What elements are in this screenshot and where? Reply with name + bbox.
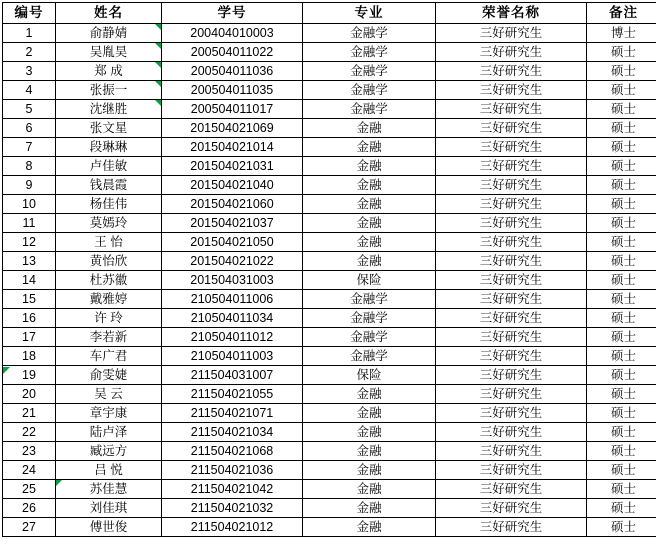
cell-index[interactable]: 26 bbox=[3, 499, 56, 518]
cell-name[interactable]: 卢佳敏 bbox=[56, 157, 162, 176]
cell-index[interactable]: 7 bbox=[3, 138, 56, 157]
cell-index[interactable]: 10 bbox=[3, 195, 56, 214]
header-cell-student-id: 学号 bbox=[162, 3, 303, 24]
table-row bbox=[3, 176, 656, 195]
cell-honor[interactable]: 三好研究生 bbox=[436, 157, 587, 176]
cell-student-id[interactable]: 201504021069 bbox=[162, 119, 303, 138]
cell-student-id[interactable]: 211504021071 bbox=[162, 404, 303, 423]
cell-index[interactable]: 25 bbox=[3, 480, 56, 499]
table-row bbox=[3, 119, 656, 138]
table-row bbox=[3, 328, 656, 347]
honors-table bbox=[2, 2, 656, 537]
cell-name[interactable]: 苏佳慧 bbox=[56, 480, 162, 499]
table-row bbox=[3, 138, 656, 157]
cell-index[interactable]: 11 bbox=[3, 214, 56, 233]
cell-major[interactable]: 金融 bbox=[303, 138, 436, 157]
cell-name[interactable]: 张振一 bbox=[56, 81, 162, 100]
cell-name[interactable]: 段琳琳 bbox=[56, 138, 162, 157]
header-row bbox=[3, 3, 656, 24]
cell-note[interactable]: 博士 bbox=[587, 24, 656, 43]
cell-name[interactable]: 张文星 bbox=[56, 119, 162, 138]
cell-name[interactable]: 吴 云 bbox=[56, 385, 162, 404]
cell-index[interactable]: 1 bbox=[3, 24, 56, 43]
cell-major[interactable]: 金融 bbox=[303, 442, 436, 461]
cell-note[interactable]: 硕士 bbox=[587, 518, 656, 537]
cell-honor[interactable]: 三好研究生 bbox=[436, 347, 587, 366]
header-cell-index: 编号 bbox=[3, 3, 56, 24]
cell-student-id[interactable]: 210504011006 bbox=[162, 290, 303, 309]
cell-major[interactable]: 金融学 bbox=[303, 290, 436, 309]
cell-student-id[interactable]: 211504031007 bbox=[162, 366, 303, 385]
cell-index[interactable]: 12 bbox=[3, 233, 56, 252]
table-row bbox=[3, 233, 656, 252]
cell-major[interactable]: 金融学 bbox=[303, 328, 436, 347]
cell-name[interactable]: 俞雯婕 bbox=[56, 366, 162, 385]
cell-student-id[interactable]: 211504021012 bbox=[162, 518, 303, 537]
cell-student-id[interactable]: 211504021032 bbox=[162, 499, 303, 518]
cell-student-id[interactable]: 201504021022 bbox=[162, 252, 303, 271]
cell-note[interactable]: 硕士 bbox=[587, 214, 656, 233]
cell-student-id[interactable]: 210504011012 bbox=[162, 328, 303, 347]
cell-note[interactable]: 硕士 bbox=[587, 100, 656, 119]
cell-student-id[interactable]: 201504021031 bbox=[162, 157, 303, 176]
cell-student-id[interactable]: 201504031003 bbox=[162, 271, 303, 290]
cell-index[interactable]: 21 bbox=[3, 404, 56, 423]
cell-major[interactable]: 保险 bbox=[303, 271, 436, 290]
cell-student-id[interactable]: 200504011035 bbox=[162, 81, 303, 100]
table-row bbox=[3, 404, 656, 423]
cell-name[interactable]: 吴胤昊 bbox=[56, 43, 162, 62]
header-cell-note: 备注 bbox=[587, 3, 656, 24]
cell-note[interactable]: 硕士 bbox=[587, 252, 656, 271]
cell-major[interactable]: 金融 bbox=[303, 404, 436, 423]
cell-honor[interactable]: 三好研究生 bbox=[436, 214, 587, 233]
cell-honor[interactable]: 三好研究生 bbox=[436, 100, 587, 119]
cell-note[interactable]: 硕士 bbox=[587, 233, 656, 252]
cell-major[interactable]: 金融学 bbox=[303, 81, 436, 100]
table-row bbox=[3, 62, 656, 81]
cell-student-id[interactable]: 201504021060 bbox=[162, 195, 303, 214]
spreadsheet-sheet bbox=[0, 2, 656, 546]
table-row bbox=[3, 461, 656, 480]
cell-index[interactable]: 17 bbox=[3, 328, 56, 347]
cell-student-id[interactable]: 211504021055 bbox=[162, 385, 303, 404]
cell-honor[interactable]: 三好研究生 bbox=[436, 81, 587, 100]
cell-note[interactable]: 硕士 bbox=[587, 442, 656, 461]
cell-index[interactable]: 8 bbox=[3, 157, 56, 176]
cell-student-id[interactable]: 210504011034 bbox=[162, 309, 303, 328]
cell-index[interactable]: 15 bbox=[3, 290, 56, 309]
cell-index[interactable]: 24 bbox=[3, 461, 56, 480]
cell-honor[interactable]: 三好研究生 bbox=[436, 24, 587, 43]
table-row bbox=[3, 423, 656, 442]
cell-major[interactable]: 金融 bbox=[303, 480, 436, 499]
cell-note[interactable]: 硕士 bbox=[587, 328, 656, 347]
cell-honor[interactable]: 三好研究生 bbox=[436, 404, 587, 423]
cell-major[interactable]: 金融 bbox=[303, 252, 436, 271]
table-row bbox=[3, 309, 656, 328]
cell-index[interactable]: 20 bbox=[3, 385, 56, 404]
table-row bbox=[3, 385, 656, 404]
cell-note[interactable]: 硕士 bbox=[587, 271, 656, 290]
cell-honor[interactable]: 三好研究生 bbox=[436, 423, 587, 442]
cell-name[interactable]: 车广君 bbox=[56, 347, 162, 366]
cell-note[interactable]: 硕士 bbox=[587, 119, 656, 138]
cell-name[interactable]: 俞静婧 bbox=[56, 24, 162, 43]
cell-honor[interactable]: 三好研究生 bbox=[436, 119, 587, 138]
cell-honor[interactable]: 三好研究生 bbox=[436, 195, 587, 214]
cell-student-id[interactable]: 211504021036 bbox=[162, 461, 303, 480]
cell-name[interactable]: 许 玲 bbox=[56, 309, 162, 328]
cell-name[interactable]: 臧远方 bbox=[56, 442, 162, 461]
cell-major[interactable]: 保险 bbox=[303, 366, 436, 385]
cell-name[interactable]: 郑 成 bbox=[56, 62, 162, 81]
header-cell-name: 姓名 bbox=[56, 3, 162, 24]
cell-name[interactable]: 沈继胜 bbox=[56, 100, 162, 119]
cell-index[interactable]: 18 bbox=[3, 347, 56, 366]
cell-name[interactable]: 莫嫣玲 bbox=[56, 214, 162, 233]
cell-name[interactable]: 吕 悦 bbox=[56, 461, 162, 480]
cell-name[interactable]: 杜苏徽 bbox=[56, 271, 162, 290]
cell-honor[interactable]: 三好研究生 bbox=[436, 309, 587, 328]
cell-index[interactable]: 27 bbox=[3, 518, 56, 537]
cell-major[interactable]: 金融 bbox=[303, 195, 436, 214]
cell-name[interactable]: 李若新 bbox=[56, 328, 162, 347]
table-row bbox=[3, 518, 656, 537]
cell-major[interactable]: 金融学 bbox=[303, 100, 436, 119]
cell-note[interactable]: 硕士 bbox=[587, 176, 656, 195]
cell-name[interactable]: 戴雅婷 bbox=[56, 290, 162, 309]
cell-note[interactable]: 硕士 bbox=[587, 290, 656, 309]
cell-honor[interactable]: 三好研究生 bbox=[436, 252, 587, 271]
cell-major[interactable]: 金融 bbox=[303, 423, 436, 442]
cell-honor[interactable]: 三好研究生 bbox=[436, 366, 587, 385]
cell-honor[interactable]: 三好研究生 bbox=[436, 328, 587, 347]
cell-student-id[interactable]: 200504011036 bbox=[162, 62, 303, 81]
cell-major[interactable]: 金融学 bbox=[303, 43, 436, 62]
table-row bbox=[3, 43, 656, 62]
cell-index[interactable]: 19 bbox=[3, 366, 56, 385]
cell-note[interactable]: 硕士 bbox=[587, 195, 656, 214]
cell-index[interactable]: 22 bbox=[3, 423, 56, 442]
table-row bbox=[3, 271, 656, 290]
cell-student-id[interactable]: 200504011022 bbox=[162, 43, 303, 62]
cell-honor[interactable]: 三好研究生 bbox=[436, 62, 587, 81]
header-cell-major: 专业 bbox=[303, 3, 436, 24]
table-row bbox=[3, 195, 656, 214]
cell-name[interactable]: 王 怡 bbox=[56, 233, 162, 252]
table-row bbox=[3, 480, 656, 499]
cell-major[interactable]: 金融 bbox=[303, 214, 436, 233]
cell-name[interactable]: 章宇康 bbox=[56, 404, 162, 423]
cell-honor[interactable]: 三好研究生 bbox=[436, 461, 587, 480]
table-row bbox=[3, 214, 656, 233]
cell-major[interactable]: 金融 bbox=[303, 233, 436, 252]
cell-student-id[interactable]: 211504021034 bbox=[162, 423, 303, 442]
cell-student-id[interactable]: 211504021042 bbox=[162, 480, 303, 499]
table-row bbox=[3, 347, 656, 366]
cell-honor[interactable]: 三好研究生 bbox=[436, 499, 587, 518]
cell-index[interactable]: 2 bbox=[3, 43, 56, 62]
table-row bbox=[3, 366, 656, 385]
cell-major[interactable]: 金融学 bbox=[303, 24, 436, 43]
cell-name[interactable]: 陆卢泽 bbox=[56, 423, 162, 442]
cell-note[interactable]: 硕士 bbox=[587, 480, 656, 499]
table-row bbox=[3, 100, 656, 119]
cell-major[interactable]: 金融学 bbox=[303, 347, 436, 366]
cell-name[interactable]: 钱晨霞 bbox=[56, 176, 162, 195]
cell-name[interactable]: 杨佳伟 bbox=[56, 195, 162, 214]
header-cell-honor: 荣誉名称 bbox=[436, 3, 587, 24]
table-header bbox=[3, 3, 656, 24]
cell-name[interactable]: 傅世俊 bbox=[56, 518, 162, 537]
table-row bbox=[3, 442, 656, 461]
cell-student-id[interactable]: 211504021068 bbox=[162, 442, 303, 461]
cell-student-id[interactable]: 200404010003 bbox=[162, 24, 303, 43]
cell-note[interactable]: 硕士 bbox=[587, 347, 656, 366]
cell-honor[interactable]: 三好研究生 bbox=[436, 480, 587, 499]
cell-major[interactable]: 金融 bbox=[303, 499, 436, 518]
cell-note[interactable]: 硕士 bbox=[587, 309, 656, 328]
cell-major[interactable]: 金融学 bbox=[303, 309, 436, 328]
cell-major[interactable]: 金融 bbox=[303, 157, 436, 176]
cell-index[interactable]: 16 bbox=[3, 309, 56, 328]
cell-note[interactable]: 硕士 bbox=[587, 404, 656, 423]
table-row bbox=[3, 157, 656, 176]
cell-note[interactable]: 硕士 bbox=[587, 62, 656, 81]
cell-honor[interactable]: 三好研究生 bbox=[436, 271, 587, 290]
cell-honor[interactable]: 三好研究生 bbox=[436, 43, 587, 62]
cell-note[interactable]: 硕士 bbox=[587, 423, 656, 442]
cell-name[interactable]: 刘佳琪 bbox=[56, 499, 162, 518]
cell-note[interactable]: 硕士 bbox=[587, 461, 656, 480]
cell-index[interactable]: 14 bbox=[3, 271, 56, 290]
table-row bbox=[3, 24, 656, 43]
cell-major[interactable]: 金融 bbox=[303, 385, 436, 404]
cell-note[interactable]: 硕士 bbox=[587, 385, 656, 404]
cell-index[interactable]: 6 bbox=[3, 119, 56, 138]
table-row bbox=[3, 290, 656, 309]
cell-student-id[interactable]: 200504011017 bbox=[162, 100, 303, 119]
cell-note[interactable]: 硕士 bbox=[587, 499, 656, 518]
cell-index[interactable]: 5 bbox=[3, 100, 56, 119]
table-body bbox=[3, 24, 656, 537]
table-row bbox=[3, 81, 656, 100]
cell-student-id[interactable]: 201504021050 bbox=[162, 233, 303, 252]
cell-honor[interactable]: 三好研究生 bbox=[436, 290, 587, 309]
cell-student-id[interactable]: 201504021014 bbox=[162, 138, 303, 157]
cell-index[interactable]: 3 bbox=[3, 62, 56, 81]
cell-note[interactable]: 硕士 bbox=[587, 366, 656, 385]
cell-honor[interactable]: 三好研究生 bbox=[436, 176, 587, 195]
cell-index[interactable]: 23 bbox=[3, 442, 56, 461]
cell-honor[interactable]: 三好研究生 bbox=[436, 442, 587, 461]
cell-major[interactable]: 金融学 bbox=[303, 62, 436, 81]
cell-note[interactable]: 硕士 bbox=[587, 157, 656, 176]
cell-note[interactable]: 硕士 bbox=[587, 81, 656, 100]
cell-major[interactable]: 金融 bbox=[303, 518, 436, 537]
cell-honor[interactable]: 三好研究生 bbox=[436, 518, 587, 537]
cell-student-id[interactable]: 201504021037 bbox=[162, 214, 303, 233]
cell-major[interactable]: 金融 bbox=[303, 176, 436, 195]
cell-name[interactable]: 黄怡欣 bbox=[56, 252, 162, 271]
cell-honor[interactable]: 三好研究生 bbox=[436, 138, 587, 157]
cell-index[interactable]: 4 bbox=[3, 81, 56, 100]
cell-student-id[interactable]: 201504021040 bbox=[162, 176, 303, 195]
cell-student-id[interactable]: 210504011003 bbox=[162, 347, 303, 366]
cell-honor[interactable]: 三好研究生 bbox=[436, 233, 587, 252]
cell-index[interactable]: 13 bbox=[3, 252, 56, 271]
cell-major[interactable]: 金融 bbox=[303, 119, 436, 138]
table-row bbox=[3, 499, 656, 518]
cell-note[interactable]: 硕士 bbox=[587, 43, 656, 62]
cell-index[interactable]: 9 bbox=[3, 176, 56, 195]
cell-honor[interactable]: 三好研究生 bbox=[436, 385, 587, 404]
cell-note[interactable]: 硕士 bbox=[587, 138, 656, 157]
table-row bbox=[3, 252, 656, 271]
cell-major[interactable]: 金融 bbox=[303, 461, 436, 480]
